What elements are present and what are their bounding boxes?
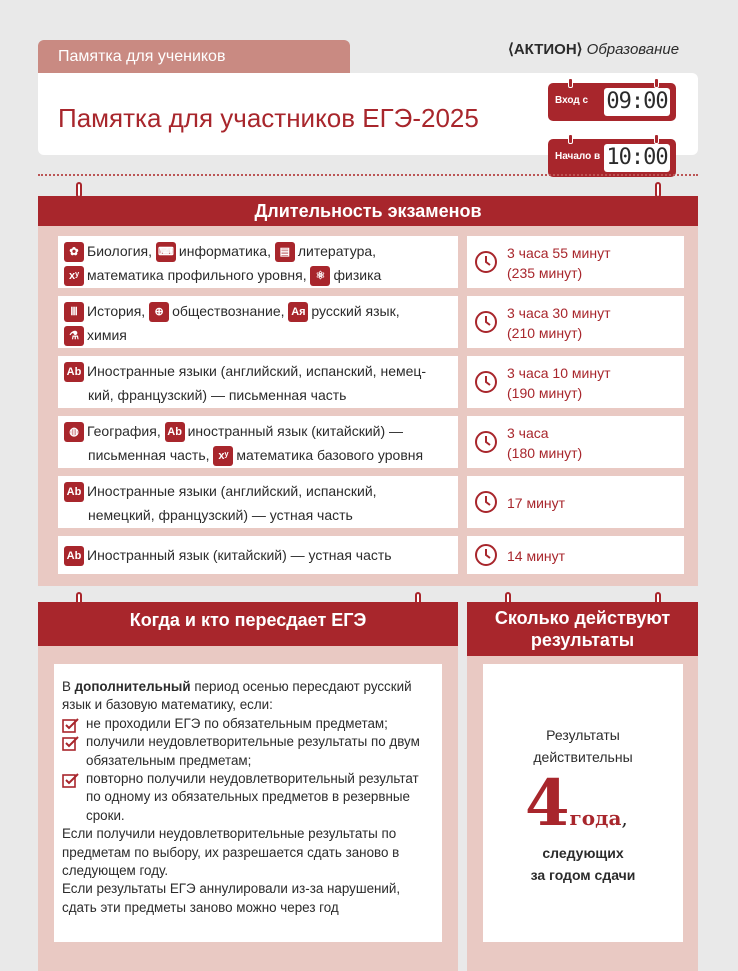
- page-title: Памятка для участников ЕГЭ-2025: [58, 103, 479, 133]
- subjects-line: [88, 504, 353, 526]
- geography-icon: ◍: [64, 422, 84, 442]
- subjects-line: [88, 444, 423, 466]
- subject: География,: [87, 423, 161, 439]
- duration-text: 3 часа 10 минут: [507, 365, 611, 381]
- retake-rules: [62, 678, 432, 917]
- clock-icon: [473, 249, 499, 275]
- validity-line: действительны: [533, 749, 633, 765]
- subject: немецкий, французский) — устная часть: [88, 507, 353, 523]
- validity-title-line: результаты: [530, 630, 635, 650]
- duration-row: [58, 356, 458, 408]
- subject: обществознание,: [172, 303, 285, 319]
- start-clock: [548, 139, 676, 177]
- years-number: 4: [525, 766, 570, 841]
- duration-text: 3 часа 30 минут: [507, 305, 611, 321]
- validity-text: [483, 842, 683, 886]
- validity-text: [483, 724, 683, 768]
- clock-icon: [473, 489, 499, 515]
- item-text: получили неудовлетворительные результаты по двум обязательным предметам;: [86, 734, 420, 768]
- duration-text: 3 часа: [507, 425, 549, 441]
- subjects-line: [64, 420, 403, 442]
- duration-cell: [467, 236, 684, 288]
- subject: Биология,: [87, 243, 152, 259]
- duration-cell: [467, 416, 684, 468]
- brand-logo: [508, 40, 679, 58]
- subject: Иностранные языки (английский, испанский,: [87, 483, 377, 499]
- chemistry-icon: ⚗: [64, 326, 84, 346]
- subjects-line: [64, 480, 377, 502]
- duration-text: 3 часа 55 минут: [507, 245, 611, 261]
- years-unit: года: [569, 806, 622, 830]
- subject: математика профильного уровня,: [87, 267, 307, 283]
- subject: иностранный язык (китайский) —: [187, 423, 404, 439]
- checkbox-icon: [62, 717, 80, 733]
- subject: математика базового уровня: [236, 447, 424, 463]
- subjects-line: [64, 324, 127, 346]
- subjects-line: [64, 240, 376, 262]
- duration-cell: [467, 296, 684, 348]
- validity-line: Результаты: [546, 727, 620, 743]
- retake-title: Когда и кто пересдает ЕГЭ: [38, 602, 458, 646]
- validity-line: за годом сдачи: [530, 867, 636, 883]
- subjects-line: [88, 384, 346, 406]
- duration-cell: [467, 536, 684, 574]
- math-icon: xʸ: [213, 446, 233, 466]
- item-text: повторно получили неудовлетворительный результат по одному из обязательных предметов в резервные сроки.: [86, 771, 419, 823]
- duration-minutes: (180 минут): [507, 445, 583, 461]
- subject: кий, французский) — письменная часть: [88, 387, 347, 403]
- validity-title-line: Сколько действуют: [494, 608, 671, 628]
- subjects-line: [64, 300, 400, 322]
- retake-para: Если получили неудовлетворительные результаты по предметам по выбору, их разрешается сдать заново в следующем году.: [62, 826, 400, 879]
- math-icon: xʸ: [64, 266, 84, 286]
- languages-icon: Ab: [165, 422, 185, 442]
- biology-icon: ✿: [64, 242, 84, 262]
- subjects-line: [64, 544, 392, 566]
- languages-icon: Ab: [64, 546, 84, 566]
- duration-row: [58, 236, 458, 288]
- duration-row: [58, 536, 458, 574]
- clock-icon: [473, 429, 499, 455]
- duration-minutes: (235 минут): [507, 265, 583, 281]
- duration-row: [58, 476, 458, 528]
- validity-line: следующих: [542, 845, 624, 861]
- brand-rest: Образование: [582, 41, 680, 58]
- years-comma: ,: [621, 806, 628, 830]
- validity-title: [467, 602, 698, 656]
- entry-time: 09:00: [604, 88, 670, 116]
- retake-intro: [62, 678, 432, 715]
- subject: Иностранный язык (китайский) — устная часть: [87, 547, 392, 563]
- languages-icon: Ab: [64, 362, 84, 382]
- subject: Иностранные языки (английский, испанский, немец-: [87, 363, 427, 379]
- clock-ring: [568, 134, 573, 144]
- subject: химия: [87, 327, 127, 343]
- subject: информатика,: [178, 243, 271, 259]
- subject: литература,: [297, 243, 377, 259]
- brand-bold: ⟨АКТИОН⟩: [508, 41, 583, 58]
- clock-icon: [473, 309, 499, 335]
- informatics-icon: ⌨: [156, 242, 176, 262]
- duration-cell: [467, 356, 684, 408]
- physics-icon: ⚛: [310, 266, 330, 286]
- retake-item: [62, 715, 432, 733]
- start-time: 10:00: [604, 144, 670, 172]
- subjects-line: [64, 264, 381, 286]
- duration-minutes: (210 минут): [507, 325, 583, 341]
- duration-row: [58, 416, 458, 468]
- duration-cell: [467, 476, 684, 528]
- literature-icon: ▤: [275, 242, 295, 262]
- doc-tag: Памятка для учеников: [38, 40, 350, 74]
- start-label: Начало в: [555, 151, 601, 162]
- intro-post: период осенью пересдают русский язык и базовую математику, если:: [62, 679, 412, 713]
- durations-title: Длительность экзаменов: [38, 196, 698, 226]
- intro-pre: В: [62, 679, 75, 694]
- subject: физика: [333, 267, 382, 283]
- validity-number: [525, 764, 628, 844]
- clock-icon: [473, 542, 499, 568]
- item-text: не проходили ЕГЭ по обязательным предметам;: [86, 715, 388, 731]
- entry-label: Вход с: [555, 95, 589, 106]
- history-icon: Ⅲ: [64, 302, 84, 322]
- social-icon: ⊕: [149, 302, 169, 322]
- duration-row: [58, 296, 458, 348]
- duration-minutes: (190 минут): [507, 385, 583, 401]
- languages-icon: Ab: [64, 482, 84, 502]
- retake-para: Если результаты ЕГЭ аннулировали из-за нарушений, сдать эти предметы заново можно через год: [62, 881, 401, 915]
- subjects-line: [64, 360, 426, 382]
- russian-icon: Ая: [288, 302, 308, 322]
- subject: История,: [87, 303, 146, 319]
- checkbox-icon: [62, 772, 80, 788]
- duration-text: 17 минут: [507, 495, 566, 511]
- subject: русский язык,: [311, 303, 400, 319]
- duration-text: 14 минут: [507, 548, 566, 564]
- clock-icon: [473, 369, 499, 395]
- retake-item: [62, 770, 432, 825]
- entry-clock: [548, 83, 676, 121]
- retake-item: [62, 733, 432, 770]
- clock-ring: [654, 78, 659, 88]
- clock-ring: [654, 134, 659, 144]
- intro-bold: дополнительный: [74, 679, 191, 694]
- clock-ring: [568, 78, 573, 88]
- validity-card: [483, 664, 683, 942]
- subject: письменная часть,: [88, 447, 210, 463]
- checkbox-icon: [62, 735, 80, 751]
- dotted-divider: [38, 174, 698, 176]
